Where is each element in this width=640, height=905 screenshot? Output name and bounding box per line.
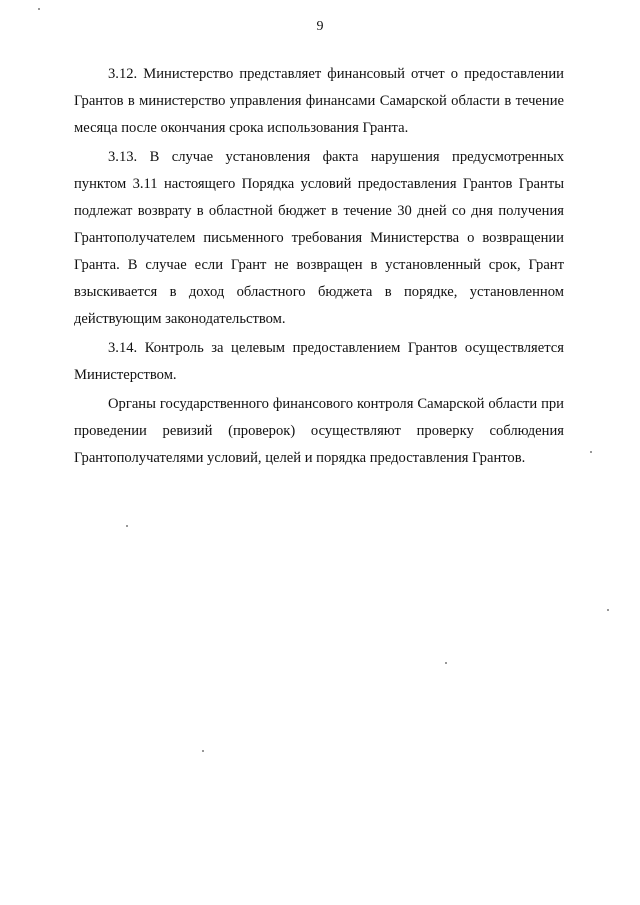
scan-speck	[607, 609, 609, 611]
scan-speck	[445, 662, 447, 664]
paragraph-3-13: 3.13. В случае установления факта нарушения предусмотренных пунктом 3.11 настоящего Порядка условий предоставления Грантов Гранты подлежат возврату в областной бюджет в течение 30 дней со дня получения Грантополучателем письменного требования Министерства о возвращении Гранта. В случае если Грант не возвращен в установленный срок, Грант взыскивается в доход областного бюджета в порядке, установленном действующим законодательством.	[74, 149, 564, 327]
scan-speck	[126, 525, 128, 527]
paragraph-financial-control: Органы государственного финансового контроля Самарской области при проведении ревизий (проверок) осуществляют проверку соблюдения Грантополучателями условий, целей и порядка предоставления Грантов.	[74, 396, 564, 466]
scan-speck	[202, 750, 204, 752]
page-number: 9	[316, 19, 324, 34]
scan-speck	[38, 8, 40, 10]
paragraph-3-14: 3.14. Контроль за целевым предоставлением Грантов осуществляется Министерством.	[74, 340, 564, 383]
paragraph-3-12: 3.12. Министерство представляет финансовый отчет о предоставлении Грантов в министерство управления финансами Самарской области в течение месяца после окончания срока использования Гранта.	[74, 66, 564, 136]
document-body	[74, 61, 564, 472]
scan-speck	[590, 451, 592, 453]
